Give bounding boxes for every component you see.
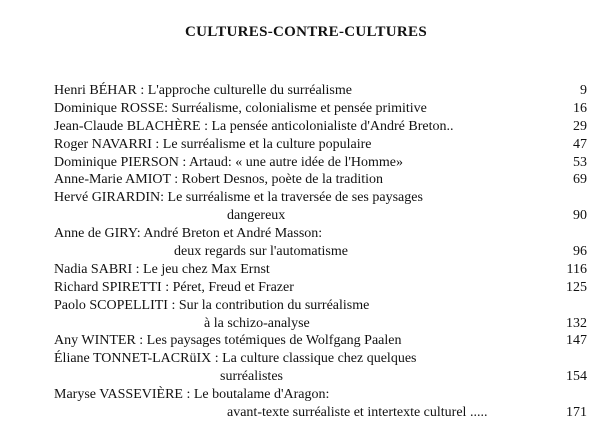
toc-entry-text: dangereux (227, 208, 286, 224)
toc-entry (54, 189, 587, 207)
toc-entry-continuation (54, 207, 587, 225)
page-title: CULTURES-CONTRE-CULTURES (185, 24, 427, 40)
toc-entry (54, 297, 587, 315)
toc-page-number: 16 (573, 100, 587, 116)
toc-page-number: 116 (566, 261, 587, 277)
toc-page-number: 47 (573, 136, 587, 152)
toc-entry (54, 261, 587, 279)
toc-entry-continuation (54, 368, 587, 386)
toc-page-number: 171 (566, 405, 587, 421)
toc-entry (54, 171, 587, 189)
toc-entry-text: Jean-Claude BLACHÈRE : La pensée anticolonialiste d'André Breton.. (54, 118, 454, 134)
toc-entry (54, 82, 587, 100)
toc-entry-continuation (54, 315, 587, 333)
toc-entry (54, 154, 587, 172)
toc-page-number: 53 (573, 154, 587, 170)
toc-entry (54, 279, 587, 297)
table-of-contents (54, 82, 587, 422)
toc-entry-text: Dominique ROSSE: Surréalisme, colonialisme et pensée primitive (54, 100, 427, 116)
toc-entry-text: deux regards sur l'automatisme (174, 244, 348, 260)
toc-page-number: 132 (566, 315, 587, 331)
toc-entry-text: Dominique PIERSON : Artaud: « une autre idée de l'Homme» (54, 154, 403, 170)
toc-page-number: 125 (566, 279, 587, 295)
toc-entry-text: Nadia SABRI : Le jeu chez Max Ernst (54, 261, 270, 277)
toc-entry-text: surréalistes (220, 369, 283, 385)
toc-entry-text: Éliane TONNET-LACRüIX : La culture classique chez quelques (54, 351, 417, 367)
toc-entry (54, 100, 587, 118)
toc-entry (54, 332, 587, 350)
toc-page-number: 154 (566, 369, 587, 385)
toc-entry-text: Anne de GIRY: André Breton et André Masson: (54, 226, 323, 242)
toc-page-number: 147 (566, 333, 587, 349)
toc-entry (54, 386, 587, 404)
toc-page-number: 96 (573, 244, 587, 260)
toc-entry-text: Anne-Marie AMIOT : Robert Desnos, poète de la tradition (54, 172, 384, 188)
toc-entry (54, 118, 587, 136)
toc-entry (54, 136, 587, 154)
toc-entry-text: à la schizo-analyse (204, 315, 310, 331)
toc-page-number: 9 (580, 83, 587, 98)
toc-entry-text: Henri BÉHAR : L'approche culturelle du surréalisme (54, 83, 352, 98)
toc-entry-continuation (54, 404, 587, 422)
toc-entry (54, 225, 587, 243)
toc-entry-text: Roger NAVARRI : Le surréalisme et la culture populaire (54, 136, 372, 152)
toc-entry-text: Richard SPIRETTI : Péret, Freud et Frazer (54, 279, 294, 295)
toc-entry-text: Paolo SCOPELLITI : Sur la contribution du surréalisme (54, 297, 370, 313)
toc-entry-text: Maryse VASSEVIÈRE : Le boutalame d'Aragon: (54, 387, 330, 403)
toc-entry (54, 350, 587, 368)
toc-entry-text: Any WINTER : Les paysages totémiques de Wolfgang Paalen (54, 333, 402, 349)
toc-page-number: 69 (573, 172, 587, 188)
toc-entry-text: Hervé GIRARDIN: Le surréalisme et la traversée de ses paysages (54, 190, 423, 206)
toc-entry-text: avant-texte surréaliste et intertexte culturel ..... (227, 405, 488, 421)
toc-page-number: 90 (573, 208, 587, 224)
toc-page-number: 29 (573, 118, 587, 134)
toc-entry-continuation (54, 243, 587, 261)
